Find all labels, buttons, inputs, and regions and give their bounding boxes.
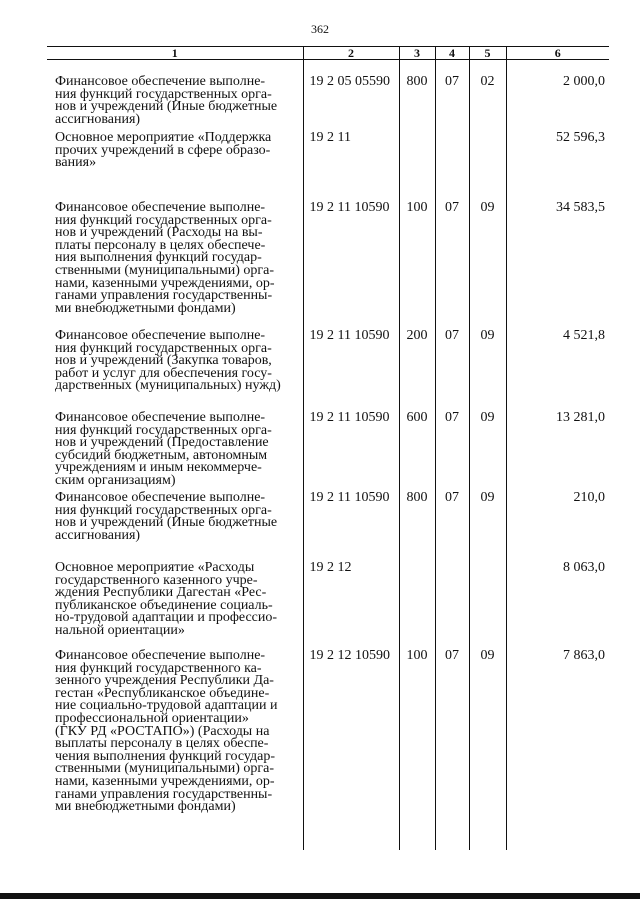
row-expense-type-text: 800 bbox=[406, 74, 428, 89]
row-section-text: 07 bbox=[445, 74, 459, 89]
row-amount bbox=[506, 562, 609, 650]
row-amount bbox=[506, 412, 609, 492]
row-subsection bbox=[469, 330, 506, 412]
row-target-code bbox=[303, 412, 399, 492]
row-expense-type bbox=[399, 132, 435, 202]
row-description-text: Финансовое обеспечение выполне- ния функций государственных орга- нов и учреждений (Предоставление субсидий бюджетным, автономным учреждениям и иным некоммерче- ским организациям) bbox=[55, 410, 272, 488]
row-description bbox=[47, 492, 303, 562]
row-target-code-text: 19 2 12 bbox=[309, 560, 352, 575]
table-row bbox=[47, 202, 609, 330]
row-amount bbox=[506, 60, 609, 133]
column-header: 1 bbox=[47, 47, 303, 60]
row-subsection-text: 09 bbox=[480, 200, 495, 215]
row-amount-text: 4 521,8 bbox=[563, 328, 605, 343]
table-row bbox=[47, 650, 609, 850]
row-expense-type bbox=[399, 330, 435, 412]
row-amount bbox=[506, 132, 609, 202]
row-amount-text: 13 281,0 bbox=[556, 410, 605, 425]
row-expense-type-text: 100 bbox=[406, 200, 428, 215]
row-amount bbox=[506, 650, 609, 850]
row-section bbox=[435, 650, 469, 850]
row-target-code bbox=[303, 492, 399, 562]
row-expense-type bbox=[399, 650, 435, 850]
row-description-text: Финансовое обеспечение выполне- ния функций государственных орга- нов и учреждений (Иные бюджетные ассигнования) bbox=[55, 74, 278, 127]
row-target-code-text: 19 2 11 10590 bbox=[309, 490, 390, 505]
row-subsection-text: 02 bbox=[480, 74, 495, 89]
row-section bbox=[435, 412, 469, 492]
row-target-code-text: 19 2 11 10590 bbox=[309, 200, 390, 215]
row-target-code bbox=[303, 60, 399, 133]
row-target-code-text: 19 2 11 10590 bbox=[309, 328, 390, 343]
column-header: 3 bbox=[399, 47, 435, 60]
row-amount-text: 52 596,3 bbox=[556, 130, 605, 145]
row-section bbox=[435, 60, 469, 133]
row-target-code-text: 19 2 11 bbox=[309, 130, 351, 145]
row-amount-text: 2 000,0 bbox=[563, 74, 605, 89]
row-description-text: Основное мероприятие «Расходы государственного казенного учре- ждения Республики Дагестан «Рес- публиканское объединение социаль- но-трудовой адаптации и профессио- нальной ориентации» bbox=[55, 560, 278, 638]
row-description bbox=[47, 412, 303, 492]
row-expense-type bbox=[399, 202, 435, 330]
column-header: 6 bbox=[506, 47, 609, 60]
row-section-text: 07 bbox=[445, 410, 459, 425]
row-description-text: Финансовое обеспечение выполне- ния функций государственного ка- зенного учреждения Республики Да- гестан «Республиканское объедине- ние социально-трудовой адаптации и профессиональной ориентации» (ГКУ РД «РОСТАПО») (Расходы на выплаты персоналу в целях обеспе- чения выполнения функций государ- ственными (муниципальными) орга- нами, казенными учреждениями, ор- ганами управления государственны- ми внебюджетными фондами) bbox=[55, 648, 278, 815]
row-expense-type bbox=[399, 562, 435, 650]
row-target-code bbox=[303, 330, 399, 412]
table-row bbox=[47, 60, 609, 133]
row-expense-type-text: 200 bbox=[406, 328, 428, 343]
page-number: 362 bbox=[311, 22, 329, 36]
column-header: 5 bbox=[469, 47, 506, 60]
row-expense-type-text: 800 bbox=[406, 490, 428, 505]
row-description bbox=[47, 562, 303, 650]
row-target-code bbox=[303, 562, 399, 650]
row-amount-text: 7 863,0 bbox=[563, 648, 605, 663]
row-subsection bbox=[469, 60, 506, 133]
row-section bbox=[435, 492, 469, 562]
row-amount bbox=[506, 202, 609, 330]
row-section bbox=[435, 562, 469, 650]
row-subsection bbox=[469, 202, 506, 330]
row-description-text: Финансовое обеспечение выполне- ния функций государственных орга- нов и учреждений (Иные бюджетные ассигнования) bbox=[55, 490, 278, 543]
row-target-code bbox=[303, 202, 399, 330]
row-subsection bbox=[469, 412, 506, 492]
row-section-text: 07 bbox=[445, 328, 459, 343]
row-subsection bbox=[469, 492, 506, 562]
row-description bbox=[47, 60, 303, 133]
row-expense-type-text: 600 bbox=[406, 410, 428, 425]
row-amount-text: 210,0 bbox=[573, 490, 605, 505]
row-description bbox=[47, 202, 303, 330]
row-section bbox=[435, 132, 469, 202]
row-target-code bbox=[303, 650, 399, 850]
budget-table bbox=[47, 46, 609, 850]
row-section-text: 07 bbox=[445, 200, 459, 215]
row-subsection bbox=[469, 650, 506, 850]
row-section bbox=[435, 330, 469, 412]
table-row bbox=[47, 492, 609, 562]
row-subsection-text: 09 bbox=[480, 490, 495, 505]
row-description-text: Финансовое обеспечение выполне- ния функций государственных орга- нов и учреждений (Закупка товаров, работ и услуг для обеспечения госу- дарственных (муниципальных) нужд) bbox=[55, 328, 281, 394]
row-target-code-text: 19 2 12 10590 bbox=[309, 648, 390, 663]
row-subsection-text: 09 bbox=[480, 648, 495, 663]
row-description bbox=[47, 132, 303, 202]
row-subsection bbox=[469, 562, 506, 650]
row-expense-type bbox=[399, 60, 435, 133]
row-description bbox=[47, 650, 303, 850]
row-amount bbox=[506, 330, 609, 412]
table-body bbox=[47, 60, 609, 851]
row-subsection-text: 09 bbox=[480, 410, 495, 425]
row-amount-text: 8 063,0 bbox=[563, 560, 605, 575]
row-amount bbox=[506, 492, 609, 562]
row-description-text: Финансовое обеспечение выполне- ния функций государственных орга- нов и учреждений (Расходы на вы- платы персоналу в целях обеспече- ния выполнения функций государ- ственными (муниципальными) орга- нами, казенными учреждениями, ор- ганами управления государственны- ми внебюджетными фондами) bbox=[55, 200, 275, 316]
row-target-code-text: 19 2 11 10590 bbox=[309, 410, 390, 425]
row-description bbox=[47, 330, 303, 412]
row-description-text: Основное мероприятие «Поддержка прочих учреждений в сфере образо- вания» bbox=[55, 130, 272, 171]
row-expense-type-text: 100 bbox=[406, 648, 428, 663]
row-subsection bbox=[469, 132, 506, 202]
row-amount-text: 34 583,5 bbox=[556, 200, 605, 215]
row-expense-type bbox=[399, 412, 435, 492]
row-section-text: 07 bbox=[445, 490, 459, 505]
scan-edge-divider bbox=[0, 893, 640, 899]
table-row bbox=[47, 412, 609, 492]
row-expense-type bbox=[399, 492, 435, 562]
row-subsection-text: 09 bbox=[480, 328, 495, 343]
column-header: 4 bbox=[435, 47, 469, 60]
table-row bbox=[47, 562, 609, 650]
row-target-code bbox=[303, 132, 399, 202]
row-section-text: 07 bbox=[445, 648, 459, 663]
column-header: 2 bbox=[303, 47, 399, 60]
header-row bbox=[47, 47, 609, 60]
table-row bbox=[47, 132, 609, 202]
row-section bbox=[435, 202, 469, 330]
table-row bbox=[47, 330, 609, 412]
row-target-code-text: 19 2 05 05590 bbox=[309, 74, 390, 89]
